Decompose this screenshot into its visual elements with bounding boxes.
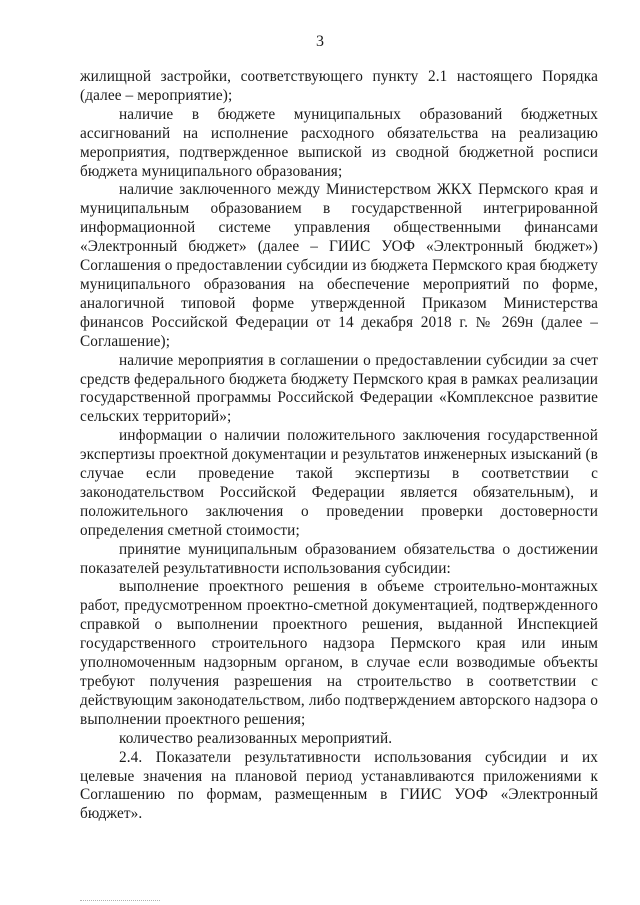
page-number: 3 — [316, 33, 324, 50]
document-body — [80, 68, 598, 824]
paragraph-section-2-4: 2.4. Показатели результативности использования субсидии и их целевые значения на плановой период устанавливаются приложениями к Соглашению по формам, размещенным в ГИИС УОФ «Электронный бюджет». — [80, 748, 598, 823]
paragraph-federal-subsidy: наличие мероприятия в соглашении о предоставлении субсидии за счет средств федерального бюджета бюджету Пермского края в рамках реализации государственной программы Российской Федерации «Комплексное развитие сельских территорий»; — [80, 351, 598, 426]
paragraph-obligation: принятие муниципальным образованием обязательства о достижении показателей результативности использования субсидии: — [80, 540, 598, 577]
paragraph-activities-count: количество реализованных мероприятий. — [119, 729, 393, 747]
footer-divider — [80, 900, 160, 902]
paragraph-expertise: информации о наличии положительного заключения государственной экспертизы проектной документации и результатов инженерных изысканий (в случае если проведение такой экспертизы в соответствии с законодательством Российской Федерации является обязательным), и положительного заключения о проведении проверки достоверности определения сметной стоимости; — [80, 427, 598, 539]
paragraph-agreement: наличие заключенного между Министерством ЖКХ Пермского края и муниципальным образованием в государственной интегрированной информационной системе управления общественными финансами «Электронный бюджет» (далее – ГИИС УОФ «Электронный бюджет») Соглашения о предоставлении субсидии из бюджета Пермского края бюджету муниципального образования на обеспечение мероприятий по форме, аналогичной типовой форме утвержденной Приказом Министерства финансов Российской Федерации от 14 декабря 2018 г. № 269н (далее – Соглашение); — [80, 181, 598, 350]
paragraph-continuation: жилищной застройки, соответствующего пункту 2.1 настоящего Порядка (далее – мероприятие); — [80, 68, 598, 104]
paragraph-project-execution: выполнение проектного решения в объеме строительно-монтажных работ, предусмотренном проектно-сметной документацией, подтвержденного справкой о выполнении проектного решения, выданной Инспекцией государственного строительного надзора Пермского края или иным уполномоченным надзорным органом, в случае если возводимые объекты требуют получения разрешения на строительство в соответствии с действующим законодательством, либо подтверждением авторского надзора о выполнении проектного решения; — [80, 578, 598, 728]
paragraph-budget-allocations: наличие в бюджете муниципальных образований бюджетных ассигнований на исполнение расходного обязательства на реализацию мероприятия, подтвержденное выпиской из сводной бюджетной росписи бюджета муниципального образования; — [80, 105, 598, 180]
